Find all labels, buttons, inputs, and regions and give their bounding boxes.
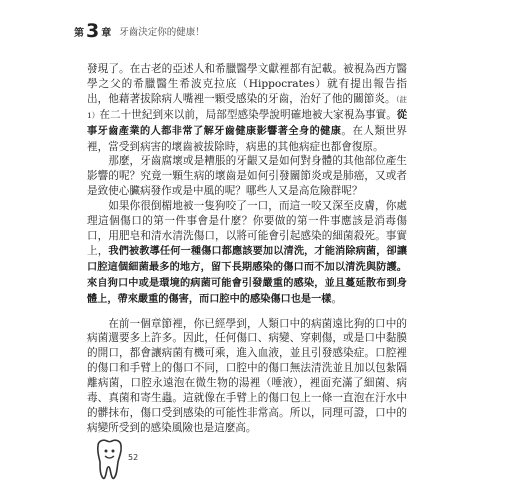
text-run: 。	[331, 292, 343, 305]
text-run: 如果你很倒楣地被一隻狗咬了一口，而這一咬又深至皮膚，你處理這個傷口的第一件事會是什麼？你要做的第一件事應該是消毒傷口，用肥皂和清水清洗傷口，以將可能會引起感染的細菌殺死。事實上，	[87, 200, 407, 257]
text-run: 發現了。在古老的亞述人和希臘醫學文獻裡都有記載。被視為西方醫學之父的希臘醫生希波克拉底（Hippocrates）就有提出報告指出，他藉著拔除病人嘴裡一顆受感染的牙齒，治好了他的關節炎。	[87, 63, 407, 105]
paragraph	[87, 317, 407, 436]
paragraph	[87, 199, 407, 307]
paragraph	[87, 154, 407, 199]
footnote-ref: （註1）	[87, 94, 408, 120]
page-footer	[92, 438, 138, 482]
page-number: 52	[128, 453, 139, 462]
chapter-header	[74, 20, 205, 42]
emphasized-text: 我們被教導任何一種傷口都應該要加以清洗，才能消除病菌，卻讓口腔這個細菌最多的地方，留下長期感染的傷口而不加以清洗與防護。來自狗口中或是環境的病菌可能會引發嚴重的感染，並且蔓延散布到身體上，帶來嚴重的傷害，而口腔中的感染傷口也是一樣	[87, 245, 408, 305]
text-run: 在前一個章節裡，你已經學到，人類口中的病菌遠比狗的口中的病菌還要多上許多。因此，任何傷口、病變、穿刺傷，或是口中黏膜的開口，都會讓病菌有機可乘，進入血液，並且引發感染症。口腔裡的傷口和手臂上的傷口不同，口腔中的傷口無法清洗並且加以包紮隔離病菌，口腔永遠泡在微生物的湯裡（唾液），裡面充滿了細菌、病毒、真菌和寄生蟲。這就像在手臂上的傷口包上一條一直泡在汙水中的髒抹布，傷口受到感染的可能性非常高。所以，同理可證，口中的病變所受到的感染風險也是這麼高。	[87, 317, 407, 434]
text-run: 那麼，牙齒腐壞或是糟脹的牙齦又是如何對身體的其他部位產生影響的呢？究竟一顆生病的壞齒是如何引發關節炎或是肺癌，又或者是致使心臟病發作或是中風的呢？哪些人又是高危險群呢？	[87, 155, 407, 198]
chapter-prefix: 第	[74, 27, 84, 39]
emphasized-text: 從事牙齒產業的人都非常了解牙齒健康影響著全身的健康	[87, 109, 407, 137]
chapter-suffix: 章	[101, 27, 112, 39]
text-run: 在二十世紀到來以前，局部型感染學說明確地被大家視為事實。	[99, 108, 397, 121]
body-text	[87, 62, 407, 436]
tooth-mascot-icon	[92, 438, 126, 482]
text-run: 。在人類世界裡，當受到病害的壞齒被拔除時，病患的其他病症也都會復原。	[87, 124, 408, 153]
paragraph	[87, 62, 407, 154]
chapter-number: 3	[86, 20, 100, 42]
chapter-title: 牙齒決定你的健康！	[119, 27, 205, 38]
